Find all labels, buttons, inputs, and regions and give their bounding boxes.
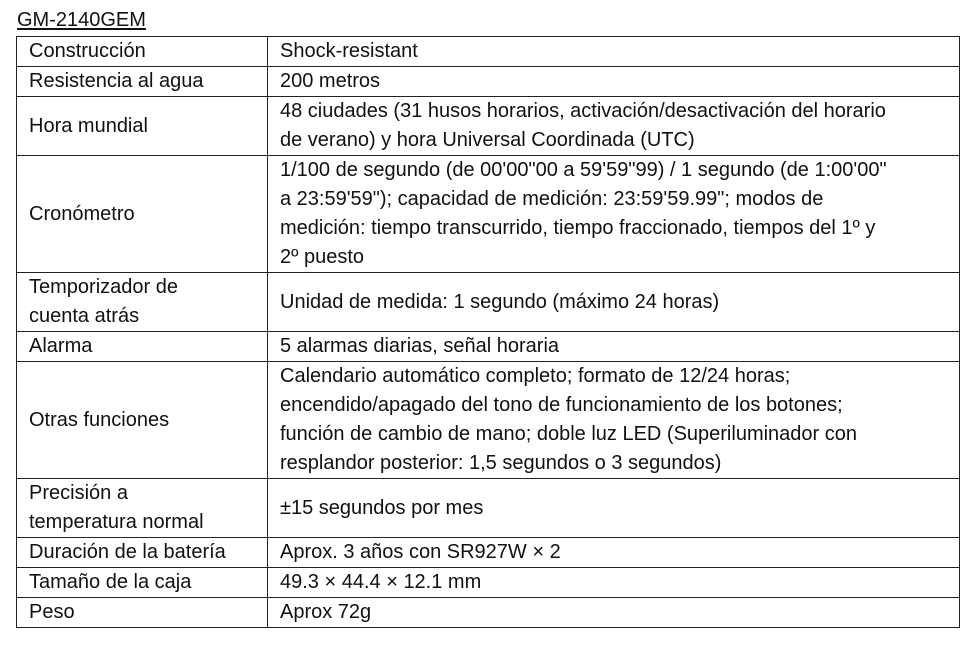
spec-label bbox=[17, 273, 268, 332]
spec-value bbox=[268, 97, 960, 156]
spec-value-line: Shock-resistant bbox=[280, 40, 418, 62]
spec-label: Resistencia al agua bbox=[17, 67, 268, 97]
spec-value bbox=[268, 156, 960, 273]
spec-label: Peso bbox=[17, 598, 268, 628]
spec-label-line: cuenta atrás bbox=[29, 305, 140, 327]
spec-value-line: 2º puesto bbox=[280, 246, 365, 268]
spec-value-line: Calendario automático completo; formato de 12/24 horas; bbox=[280, 365, 791, 387]
spec-value-line: 49.3 × 44.4 × 12.1 mm bbox=[280, 571, 482, 593]
spec-label: Cronómetro bbox=[17, 156, 268, 273]
spec-label-line: Precisión a bbox=[29, 482, 128, 504]
spec-label: Duración de la batería bbox=[17, 538, 268, 568]
spec-value-line: de verano) y hora Universal Coordinada (UTC) bbox=[280, 129, 695, 151]
spec-value-line: medición: tiempo transcurrido, tiempo fraccionado, tiempos del 1º y bbox=[280, 217, 876, 239]
spec-label: Otras funciones bbox=[17, 362, 268, 479]
spec-value bbox=[268, 37, 960, 67]
spec-row bbox=[17, 97, 960, 156]
spec-value bbox=[268, 538, 960, 568]
spec-label: Construcción bbox=[17, 37, 268, 67]
spec-value bbox=[268, 479, 960, 538]
spec-value-line: resplandor posterior: 1,5 segundos o 3 segundos) bbox=[280, 452, 722, 474]
spec-label-line: Temporizador de bbox=[29, 276, 178, 298]
document-title: GM-2140GEM bbox=[17, 9, 146, 31]
spec-value-line: Aprox 72g bbox=[280, 601, 372, 623]
spec-value-line: 48 ciudades (31 husos horarios, activación/desactivación del horario bbox=[280, 100, 886, 122]
spec-row bbox=[17, 332, 960, 362]
spec-row bbox=[17, 479, 960, 538]
spec-label: Hora mundial bbox=[17, 97, 268, 156]
spec-value-line: ±15 segundos por mes bbox=[280, 496, 484, 519]
spec-row bbox=[17, 67, 960, 97]
spec-value bbox=[268, 598, 960, 628]
spec-row bbox=[17, 568, 960, 598]
spec-row bbox=[17, 37, 960, 67]
spec-table bbox=[16, 36, 960, 628]
spec-row bbox=[17, 273, 960, 332]
spec-value-line: Aprox. 3 años con SR927W × 2 bbox=[280, 541, 561, 563]
spec-value-line: Unidad de medida: 1 segundo (máximo 24 horas) bbox=[280, 290, 720, 313]
spec-label-line: temperatura normal bbox=[29, 511, 204, 533]
spec-value-line: 200 metros bbox=[280, 70, 381, 92]
spec-value-line: 1/100 de segundo (de 00'00"00 a 59'59"99) / 1 segundo (de 1:00'00" bbox=[280, 159, 887, 181]
spec-row bbox=[17, 362, 960, 479]
spec-label bbox=[17, 479, 268, 538]
spec-value bbox=[268, 332, 960, 362]
spec-label: Alarma bbox=[17, 332, 268, 362]
spec-table-body bbox=[17, 37, 960, 628]
spec-value-line: a 23:59'59"); capacidad de medición: 23:59'59.99"; modos de bbox=[280, 188, 824, 210]
spec-value bbox=[268, 568, 960, 598]
spec-row bbox=[17, 156, 960, 273]
spec-row bbox=[17, 538, 960, 568]
spec-value-line: 5 alarmas diarias, señal horaria bbox=[280, 335, 560, 357]
spec-row bbox=[17, 598, 960, 628]
spec-label: Tamaño de la caja bbox=[17, 568, 268, 598]
spec-value bbox=[268, 362, 960, 479]
spec-value-line: encendido/apagado del tono de funcionamiento de los botones; bbox=[280, 394, 843, 416]
spec-value bbox=[268, 273, 960, 332]
spec-value bbox=[268, 67, 960, 97]
spec-value-line: función de cambio de mano; doble luz LED (Superiluminador con bbox=[280, 423, 858, 445]
